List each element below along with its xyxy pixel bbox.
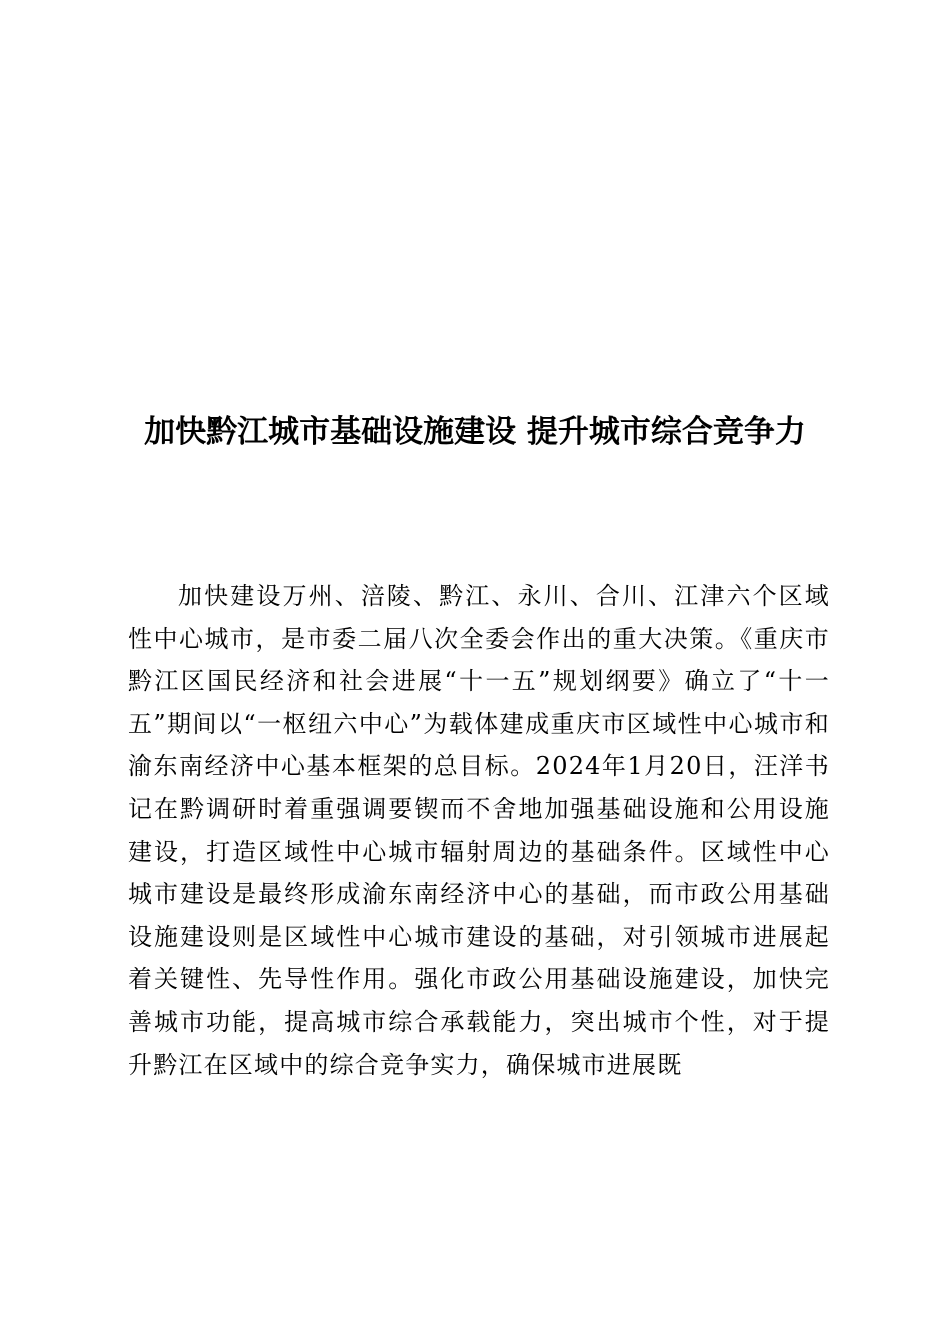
body-paragraph: 加快建设万州、涪陵、黔江、永川、合川、江津六个区域性中心城市，是市委二届八次全委会作出的重大决策。《重庆市黔江区国民经济和社会进展“十一五”规划纲要》确立了“十一五”期间以“一枢纽六中心”为载体建成重庆市区域性中心城市和渝东南经济中心基本框架的总目标。2024年1月20日，汪洋书记在黔调研时着重强调要锲而不舍地加强基础设施和公用设施建设，打造区域性中心城市辐射周边的基础条件。区域性中心城市建设是最终形成渝东南经济中心的基础，而市政公用基础设施建设则是区域性中心城市建设的基础，对引领城市进展起着关键性、先导性作用。强化市政公用基础设施建设，加快完善城市功能，提高城市综合承载能力，突出城市个性，对于提升黔江在区域中的综合竞争实力，确保城市进展既 (128, 582, 830, 1079)
document-title: 加快黔江城市基础设施建设 提升城市综合竞争力 (144, 414, 806, 450)
